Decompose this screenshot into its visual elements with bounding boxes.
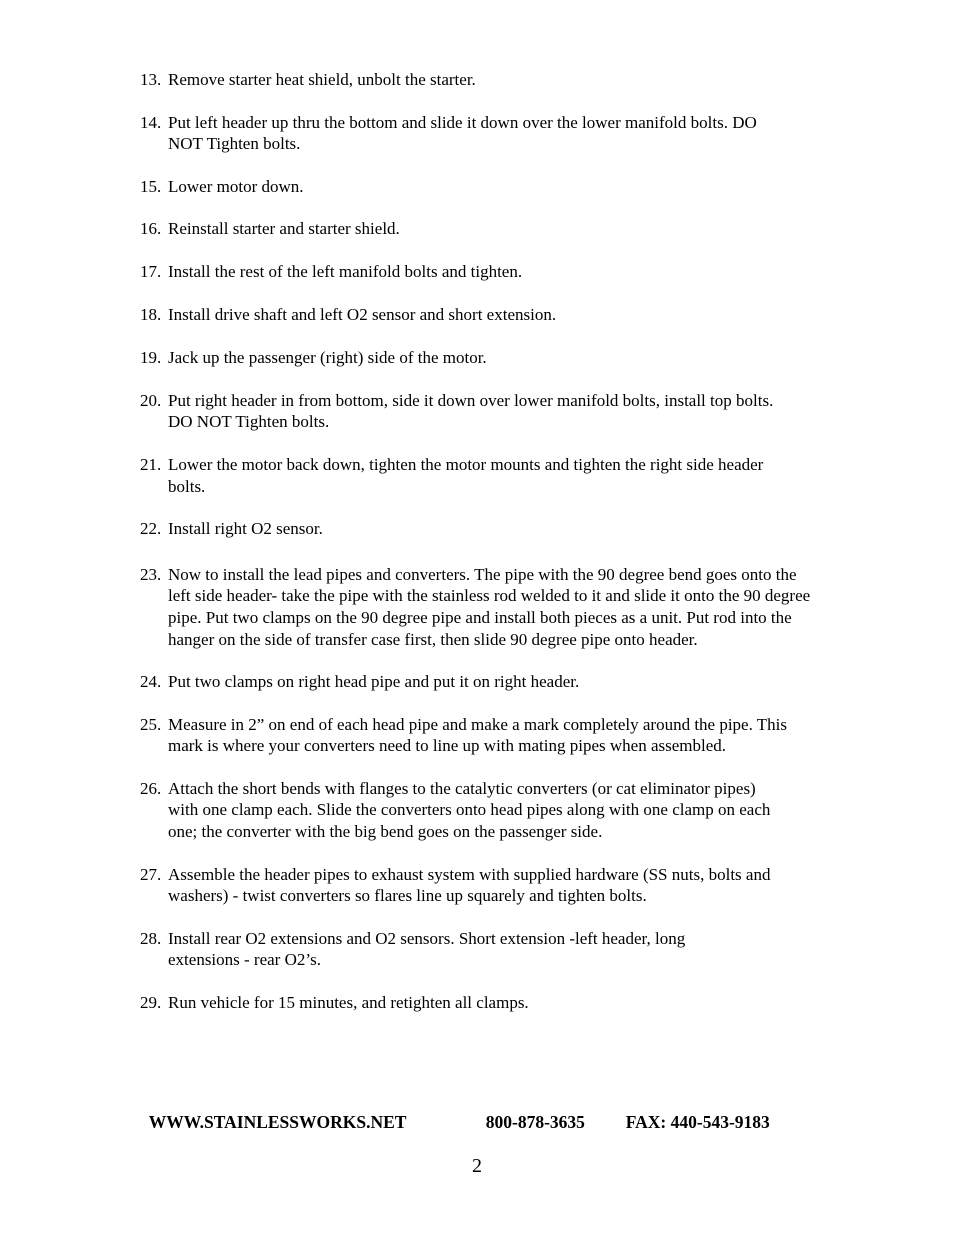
instruction-list [140,69,830,1014]
website-text: WWW.STAINLESSWORKS.NET [148,1112,407,1132]
step-text: Now to install the lead pipes and converters. The pipe with the 90 degree bend goes onto the left side header- take the pipe with the stainless rod welded to it and slide it onto the 90 degree pipe. Put two clamps on the 90 degree pipe and install both pieces as a unit. Put rod into the hanger on the side of transfer case first, then slide 90 degree pipe onto header. [168,564,811,649]
step-23 [140,564,830,650]
phone-text: 800-878-3635 [485,1112,585,1132]
step-22 [140,518,830,540]
step-text: Put two clamps on right head pipe and put it on right header. [168,672,580,692]
step-number: 22. [140,519,162,539]
step-27 [140,864,830,907]
fax-text: FAX: 440-543-9183 [625,1112,770,1132]
step-text: Put left header up thru the bottom and slide it down over the lower manifold bolts. DO NOT Tighten bolts. [168,112,757,154]
step-number: 18. [140,304,162,324]
step-15 [140,176,830,198]
step-text: Lower motor down. [168,176,304,196]
step-text: Measure in 2” on end of each head pipe and make a mark completely around the pipe. This mark is where your converters need to line up with mating pipes when assembled. [168,714,788,756]
step-number: 13. [140,70,162,89]
step-text: Install the rest of the left manifold bolts and tighten. [168,261,523,281]
page-number: 2 [472,1155,482,1177]
step-text: Assemble the header pipes to exhaust system with supplied hardware (SS nuts, bolts and washers) - twist converters so flares line up squarely and tighten bolts. [168,864,771,906]
step-number: 25. [140,714,162,734]
step-text: Attach the short bends with flanges to the catalytic converters (or cat eliminator pipes) with one clamp each. Slide the converters onto head pipes along with one clamp on each one; the converter with the big bend goes on the passenger side. [168,778,771,842]
step-text: Lower the motor back down, tighten the motor mounts and tighten the right side header bolts. [168,454,764,496]
step-25 [140,714,830,757]
step-number: 17. [140,261,162,281]
step-19 [140,347,830,369]
step-number: 27. [140,864,162,884]
step-text: Install rear O2 extensions and O2 sensors. Short extension -left header, long extensions - rear O2’s. [168,928,686,970]
step-number: 20. [140,390,162,410]
contact-footer [140,1086,770,1134]
step-18 [140,304,830,326]
step-number: 28. [140,928,162,948]
step-16 [140,218,830,240]
step-number: 24. [140,672,162,692]
step-24 [140,671,830,693]
step-28 [140,928,830,971]
step-text: Jack up the passenger (right) side of the motor. [168,348,487,368]
step-text: Install drive shaft and left O2 sensor and short extension. [168,304,557,324]
step-number: 23. [140,564,162,584]
step-number: 15. [140,176,162,196]
step-number: 21. [140,454,162,474]
step-21 [140,454,830,497]
step-26 [140,778,830,843]
step-text: Reinstall starter and starter shield. [168,219,400,239]
step-29 [140,992,830,1014]
step-number: 16. [140,219,162,239]
step-number: 26. [140,778,162,798]
step-text: Install right O2 sensor. [168,519,323,539]
step-17 [140,261,830,283]
step-14 [140,112,830,155]
step-number: 14. [140,112,162,132]
step-13 [140,69,830,91]
step-number: 29. [140,993,162,1013]
step-text: Run vehicle for 15 minutes, and retighten all clamps. [168,993,529,1013]
step-number: 19. [140,348,162,368]
step-text: Put right header in from bottom, side it down over lower manifold bolts, install top bolts. DO NOT Tighten bolts. [168,390,774,432]
step-20 [140,390,830,433]
step-text: Remove starter heat shield, unbolt the starter. [168,70,476,89]
